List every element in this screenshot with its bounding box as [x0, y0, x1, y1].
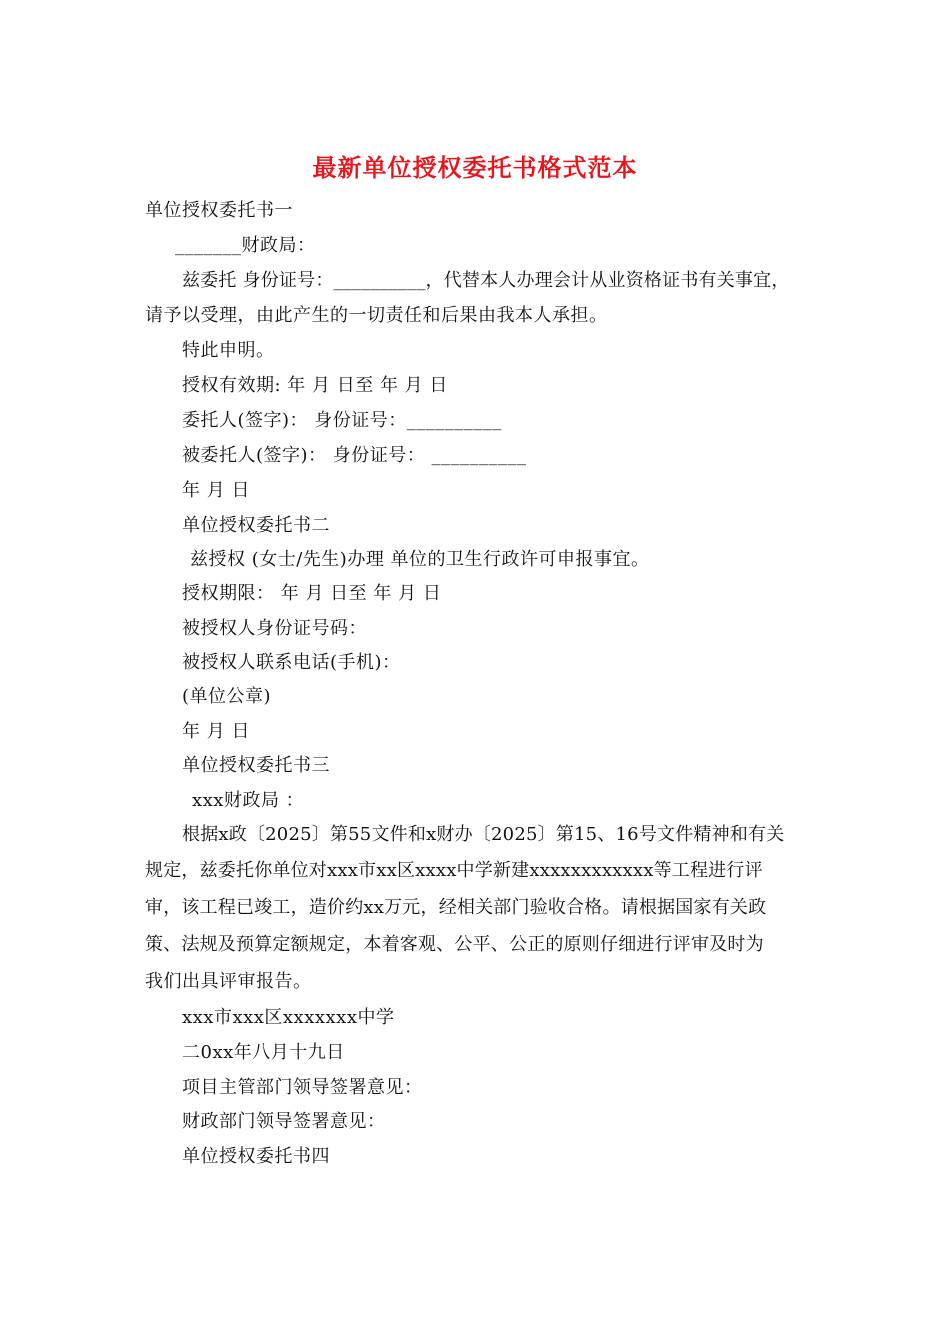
paragraph-line: 兹授权 (女士/先生)办理 单位的卫生行政许可申报事宜。	[190, 549, 650, 570]
paragraph-line: 审，该工程已竣工，造价约xx万元，经相关部门验收合格。请根据国家有关政	[145, 897, 767, 918]
paragraph-line: 请予以受理，由此产生的一切责任和后果由我本人承担。	[145, 305, 608, 326]
date-line: 二0xx年八月十九日	[182, 1042, 345, 1063]
finance-opinion-line: 财政部门领导签署意见：	[182, 1111, 386, 1132]
statement-line: 特此申明。	[182, 340, 275, 361]
paragraph-line: 根据x政〔2025〕第55文件和x财办〔2025〕第15、16号文件精神和有关	[182, 824, 785, 845]
principal-signature-line: 委托人(签字)： 身份证号：__________	[182, 410, 502, 431]
paragraph-line: 规定，兹委托你单位对xxx市xx区xxxx中学新建xxxxxxxxxxxx等工程进行评	[145, 860, 763, 881]
paragraph-line: 策、法规及预算定额规定，本着客观、公平、公正的原则仔细进行评审及时为	[145, 934, 764, 955]
document-title: 最新单位授权委托书格式范本	[312, 153, 638, 182]
department-opinion-line: 项目主管部门领导签署意见：	[182, 1077, 423, 1098]
addressee-line: xxx财政局 ：	[192, 790, 305, 811]
id-number-line: 被授权人身份证号码：	[182, 618, 367, 639]
section-heading-4: 单位授权委托书四	[182, 1146, 330, 1167]
agent-signature-line: 被委托人(签字)： 身份证号： __________	[182, 445, 527, 466]
paragraph-line: 我们出具评审报告。	[145, 971, 312, 992]
seal-line: (单位公章)	[182, 686, 272, 707]
phone-line: 被授权人联系电话(手机)：	[182, 652, 401, 673]
paragraph-line: 兹委托 身份证号：__________，代替本人办理会计从业资格证书有关事宜，	[182, 270, 790, 291]
date-line: 年 月 日	[182, 721, 250, 742]
addressee-line: _______财政局：	[175, 235, 316, 256]
validity-line: 授权有效期: 年 月 日至 年 月 日	[182, 375, 448, 396]
section-heading-1: 单位授权委托书一	[145, 200, 293, 221]
date-line: 年 月 日	[182, 480, 250, 501]
section-heading-3: 单位授权委托书三	[182, 755, 330, 776]
section-heading-2: 单位授权委托书二	[182, 515, 330, 536]
authorization-period-line: 授权期限： 年 月 日至 年 月 日	[182, 583, 442, 604]
sender-line: xxx市xxx区xxxxxxx中学	[182, 1007, 395, 1028]
